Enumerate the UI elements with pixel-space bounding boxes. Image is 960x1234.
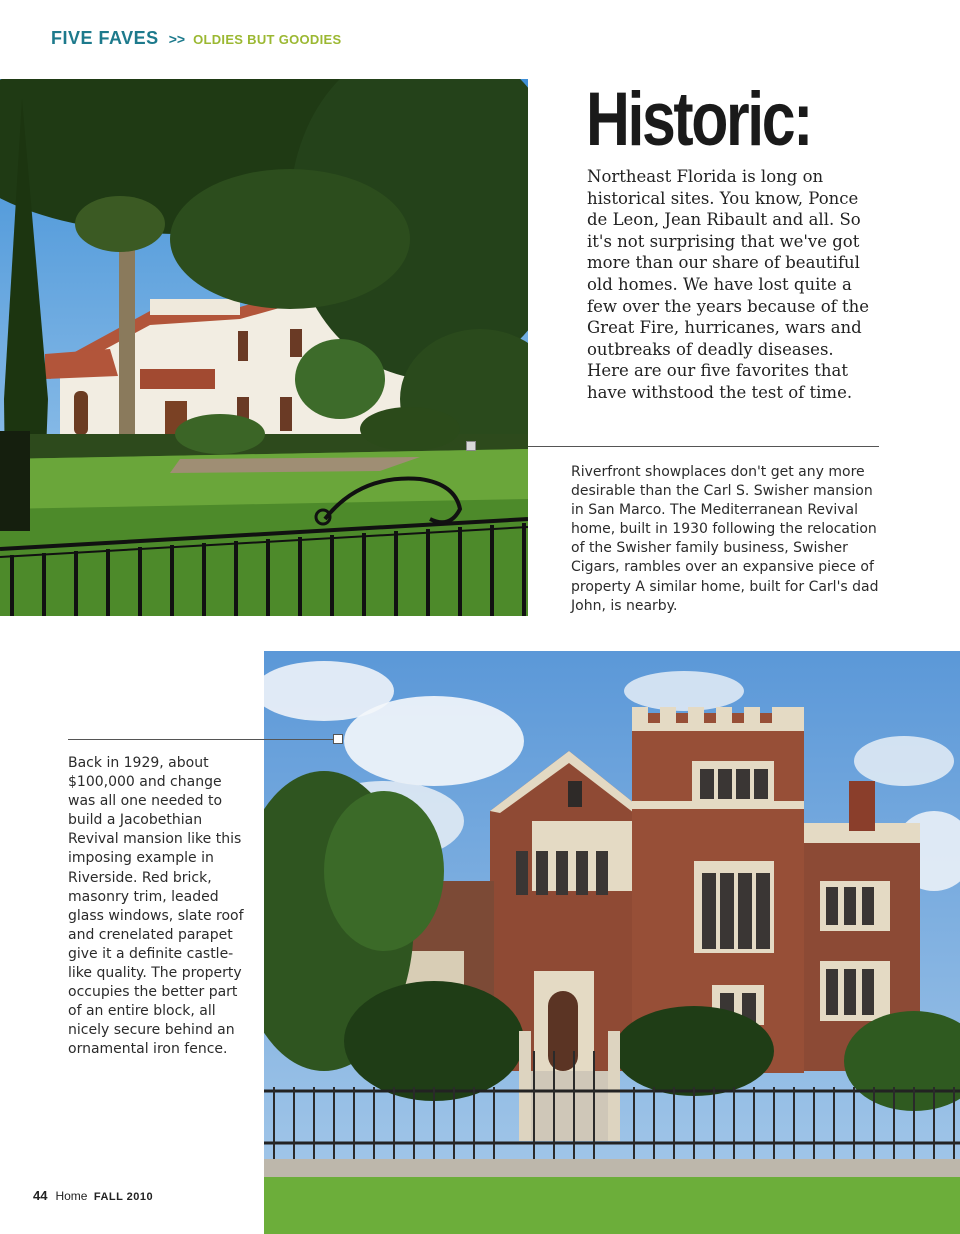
subsection-title: OLDIES BUT GOODIES (193, 32, 342, 47)
issue-label: FALL 2010 (93, 1191, 154, 1203)
intro-paragraph: Northeast Florida is long on historical sites. You know, Ponce de Leon, Jean Ribault and all. So it's not surprising that we've got more than our share of beautiful old homes. We have lost quite a few over the years because of the Great Fire, hurricanes, wars and outbreaks of deadly diseases. Here are our five favorites that have withstood the test of time. (587, 167, 869, 402)
swisher-caption: Riverfront showplaces don't get any more desirable than the Carl S. Swisher mansion in San Marco. The Mediterranean Revival home, built in 1930 following the relocation of the Swisher family business, Swisher Cigars, rambles over an expansive piece of property A similar home, built for Carl's dad John, is nearby. (571, 464, 879, 614)
jacobethian-mansion-photo (264, 651, 960, 1234)
page-footer (33, 1188, 153, 1203)
caption-marker (466, 441, 476, 451)
caption-rule (68, 739, 338, 740)
page-header (51, 28, 341, 49)
caption-rule (528, 446, 879, 447)
section-separator: >> (168, 31, 186, 47)
page-number: 44 (33, 1188, 48, 1203)
caption-marker (333, 734, 343, 744)
section-title: FIVE FAVES (51, 28, 159, 48)
swisher-mansion-photo (0, 79, 528, 616)
publication-name: Home (55, 1189, 88, 1203)
jacobethian-caption: Back in 1929, about $100,000 and change was all one needed to build a Jacobethian Revival mansion like this imposing example in Riverside. Red brick, masonry trim, leaded glass windows, slate roof and crenelated parapet give it a definite castle-like quality. The property occupies the better part of an entire block, all nicely secure behind an ornamental iron fence. (68, 755, 244, 1058)
headline: Historic: (586, 77, 812, 162)
